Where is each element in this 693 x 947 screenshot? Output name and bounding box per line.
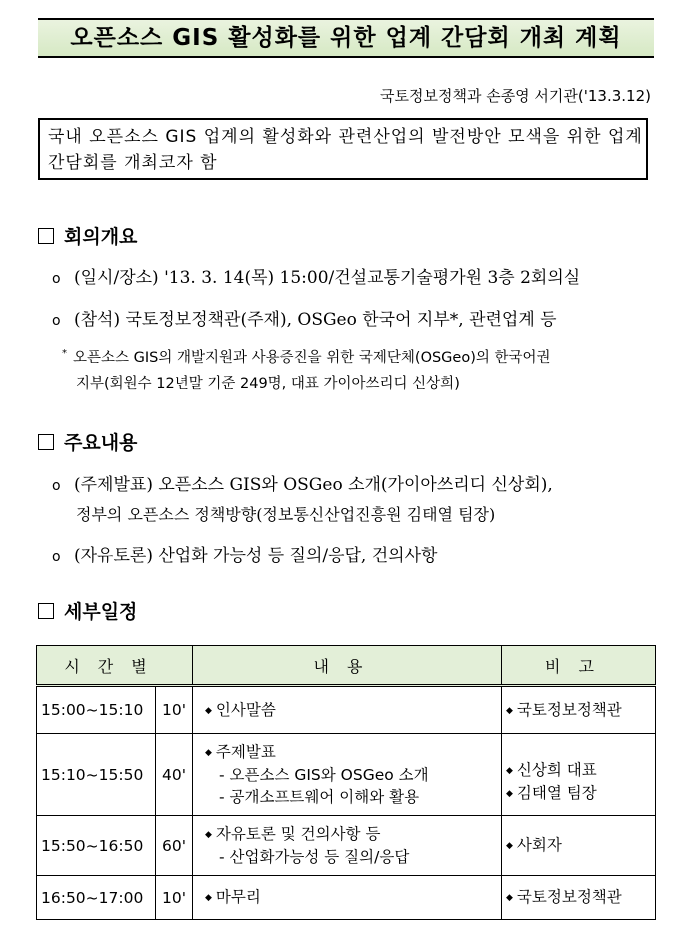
schedule-table	[36, 645, 656, 920]
row-note: ◆ 국토정보정책관	[502, 876, 656, 920]
footnote-line-2: 지부(회원수 12년말 기준 249명, 대표 가이아쓰리디 신상희)	[76, 376, 460, 392]
row-time: 15:50~16:50	[37, 816, 156, 876]
diamond-bullet-icon: ◆	[506, 841, 513, 851]
overview-footnote	[62, 341, 551, 397]
overview-item-schedule: o (일시/장소) '13. 3. 14(목) 15:00/건설교통기술평가원 3층 2회의실	[52, 268, 581, 288]
overview-item-attendees: o (참석) 국토정보정책관(주재), OSGeo 한국어 지부*, 관련업계 등	[52, 310, 557, 330]
footnote-mark: *	[62, 348, 67, 359]
row-duration: 10'	[156, 686, 193, 734]
main-item-discussion: o (자유토론) 산업화 가능성 등 질의/응답, 건의사항	[52, 546, 438, 566]
row-time: 15:00~15:10	[37, 686, 156, 734]
row-time: 15:10~15:50	[37, 734, 156, 816]
table-row	[37, 734, 656, 816]
square-icon	[38, 228, 54, 244]
header-note: 비고	[502, 646, 656, 686]
row-duration: 60'	[156, 816, 193, 876]
diamond-bullet-icon: ◆	[506, 893, 513, 903]
diamond-bullet-icon: ◆	[506, 765, 513, 776]
diamond-bullet-icon: ◆	[205, 893, 212, 903]
main-item-presentation: o (주제발표) 오픈소스 GIS와 OSGeo 소개(가이아쓰리디 신상회),	[52, 475, 553, 495]
diamond-bullet-icon: ◆	[205, 830, 212, 840]
circle-bullet-icon: o	[52, 271, 61, 287]
row-content: ◆ 인사말씀	[193, 686, 502, 734]
diamond-bullet-icon: ◆	[506, 788, 513, 799]
square-icon	[38, 434, 54, 450]
table-row	[37, 876, 656, 920]
header-content: 내용	[193, 646, 502, 686]
circle-bullet-icon: o	[52, 478, 61, 494]
section-main-heading: 주요내용	[38, 428, 137, 455]
main-item-presentation-cont: 정부의 오픈소스 정책방향(정보통신산업진흥원 김태열 팀장)	[76, 505, 496, 524]
circle-bullet-icon: o	[52, 549, 61, 565]
square-icon	[38, 603, 54, 619]
table-header-row	[37, 646, 656, 686]
row-duration: 10'	[156, 876, 193, 920]
row-note: ◆ 국토정보정책관	[502, 686, 656, 734]
footnote-line-1: 오픈소스 GIS의 개발지원과 사용증진을 위한 국제단체(OSGeo)의 한국어권	[73, 350, 551, 366]
summary-box: 국내 오픈소스 GIS 업계의 활성화와 관련산업의 발전방안 모색을 위한 업계 간담회를 개최코자 함	[38, 118, 648, 180]
row-duration: 40'	[156, 734, 193, 816]
section-overview-heading: 회의개요	[38, 222, 137, 249]
table-row	[37, 816, 656, 876]
circle-bullet-icon: o	[52, 313, 61, 329]
diamond-bullet-icon: ◆	[506, 705, 513, 716]
table-row	[37, 686, 656, 734]
diamond-bullet-icon: ◆	[205, 748, 212, 758]
row-content: ◆ 자유토론 및 건의사항 등 - 산업화가능성 등 질의/응답	[193, 816, 502, 876]
diamond-bullet-icon: ◆	[205, 705, 212, 716]
byline: 국토정보정책과 손종영 서기관('13.3.12)	[380, 87, 651, 105]
row-note: ◆ 사회자	[502, 816, 656, 876]
section-schedule-heading: 세부일정	[38, 597, 137, 624]
page-title: 오픈소스 GIS 활성화를 위한 업계 간담회 개최 계획	[70, 25, 622, 51]
row-content: ◆ 주제발표 - 오픈소스 GIS와 OSGeo 소개 - 공개소프트웨어 이해와 활용	[193, 734, 502, 816]
row-time: 16:50~17:00	[37, 876, 156, 920]
row-note: ◆ 신상희 대표 ◆ 김태열 팀장	[502, 734, 656, 816]
row-content: ◆ 마무리	[193, 876, 502, 920]
header-time: 시간별	[37, 646, 193, 686]
